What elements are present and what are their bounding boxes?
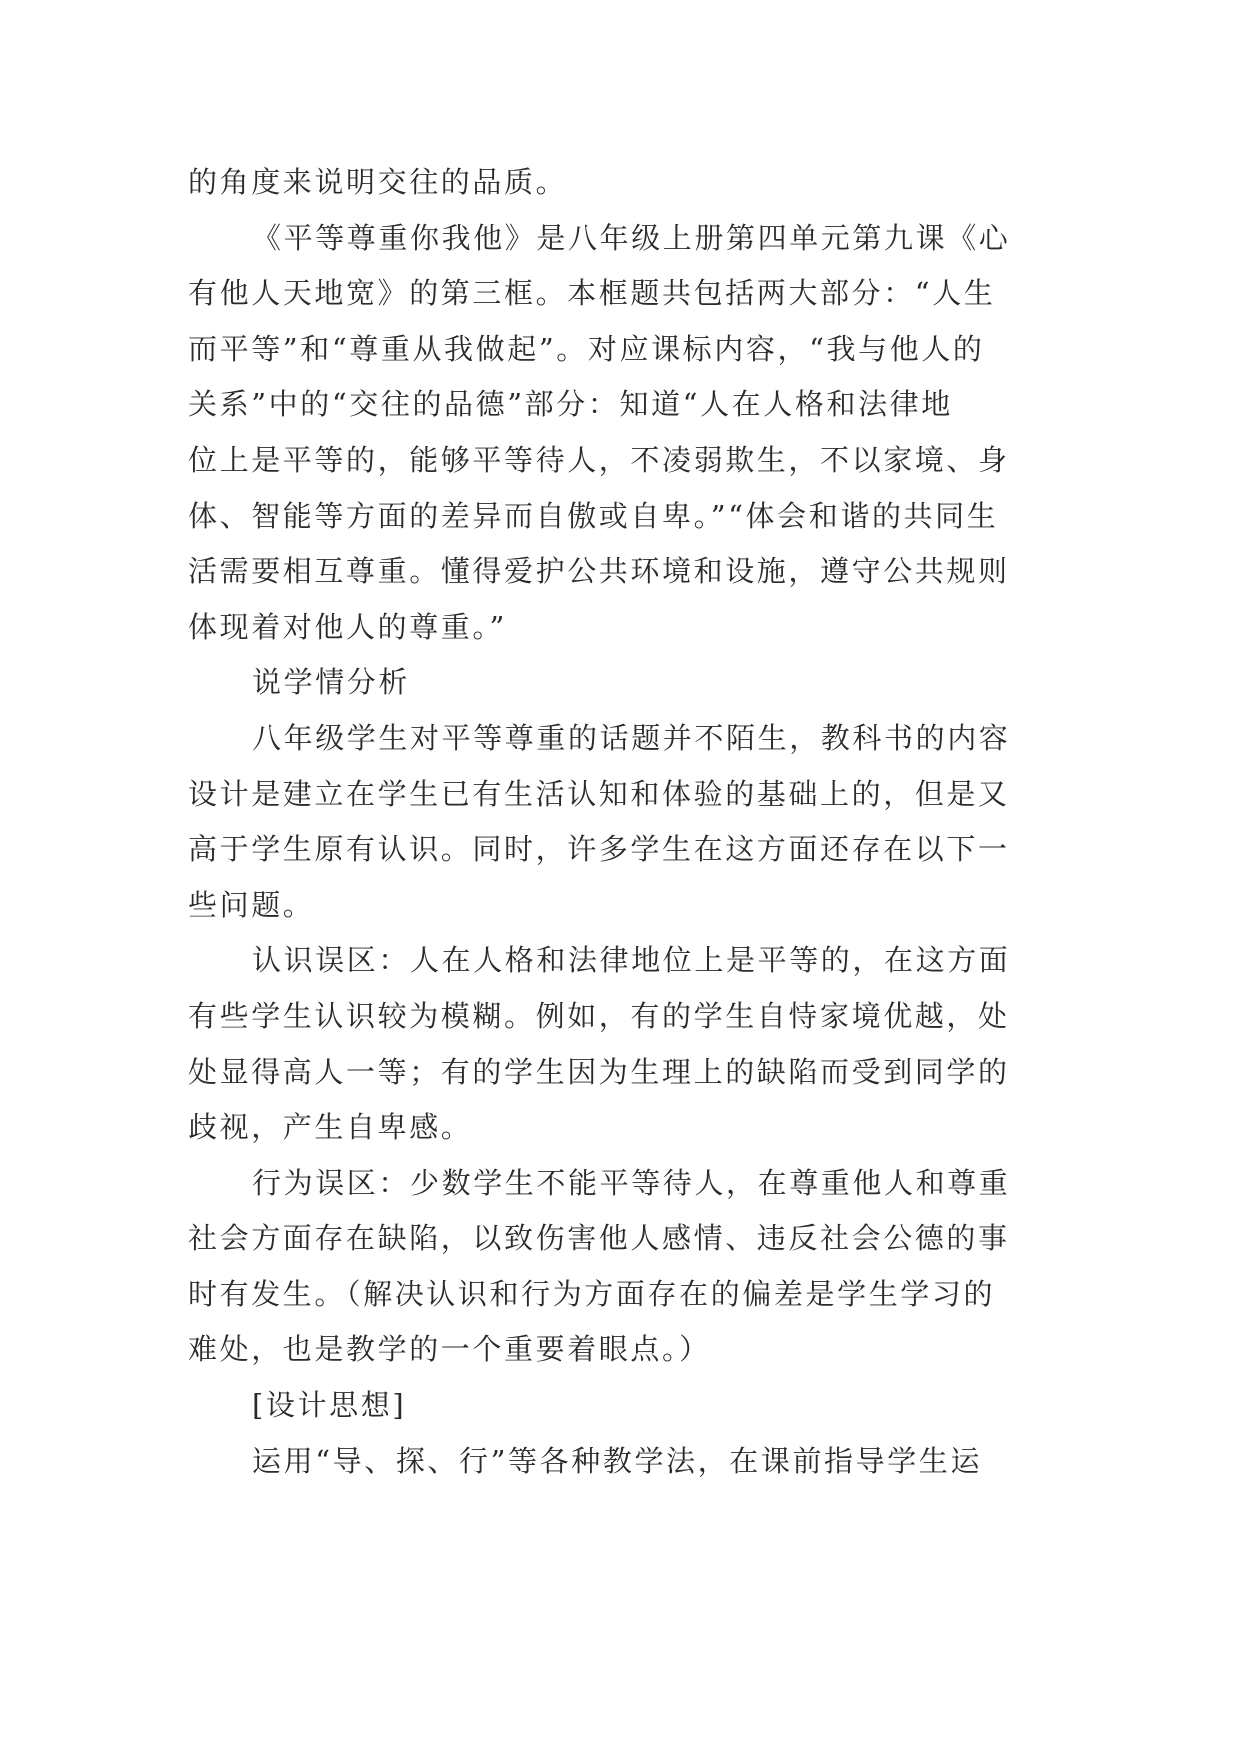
text-line: 高于学生原有认识。同时，许多学生在这方面还存在以下一 [188, 832, 1010, 867]
section-heading: [设计思想] [252, 1388, 407, 1423]
text-line: 而平等”和“尊重从我做起”。对应课标内容，“我与他人的 [188, 331, 985, 366]
section-heading: 说学情分析 [252, 665, 411, 700]
text-line: 活需要相互尊重。懂得爱护公共环境和设施，遵守公共规则 [188, 554, 1010, 589]
paragraph-first-line: 运用“导、探、行”等各种教学法，在课前指导学生运 [252, 1443, 983, 1478]
text-line: 体、智能等方面的差异而自傲或自卑。”“体会和谐的共同生 [188, 498, 999, 533]
text-line: 的角度来说明交往的品质。 [188, 165, 568, 199]
paragraph-first-line: 《平等尊重你我他》是八年级上册第四单元第九课《心 [252, 220, 1011, 255]
text-line: 关系”中的“交往的品德”部分：知道“人在人格和法律地 [188, 387, 953, 422]
text-line: 社会方面存在缺陷，以致伤害他人感情、违反社会公德的事 [188, 1221, 1010, 1256]
text-line: 有些学生认识较为模糊。例如，有的学生自恃家境优越，处 [188, 998, 1010, 1033]
text-line: 有他人天地宽》的第三框。本框题共包括两大部分：“人生 [188, 276, 996, 311]
text-line: 处显得高人一等；有的学生因为生理上的缺陷而受到同学的 [188, 1054, 1010, 1089]
text-line: 歧视，产生自卑感。 [188, 1110, 473, 1145]
paragraph-first-line: 行为误区：少数学生不能平等待人，在尊重他人和尊重 [252, 1165, 1011, 1200]
text-line: 时有发生。（解决认识和行为方面存在的偏差是学生学习的 [188, 1276, 996, 1311]
text-line: 位上是平等的，能够平等待人，不凌弱欺生，不以家境、身 [188, 442, 1010, 477]
paragraph-first-line: 八年级学生对平等尊重的话题并不陌生，教科书的内容 [252, 720, 1011, 755]
document-page [188, 155, 1056, 1489]
text-line: 设计是建立在学生已有生活认知和体验的基础上的，但是又 [188, 776, 1010, 811]
text-line: 体现着对他人的尊重。” [188, 609, 507, 644]
text-line: 些问题。 [188, 887, 315, 922]
paragraph-first-line: 认识误区：人在人格和法律地位上是平等的，在这方面 [252, 943, 1011, 978]
text-line: 难处，也是教学的一个重要着眼点。） [188, 1332, 711, 1367]
